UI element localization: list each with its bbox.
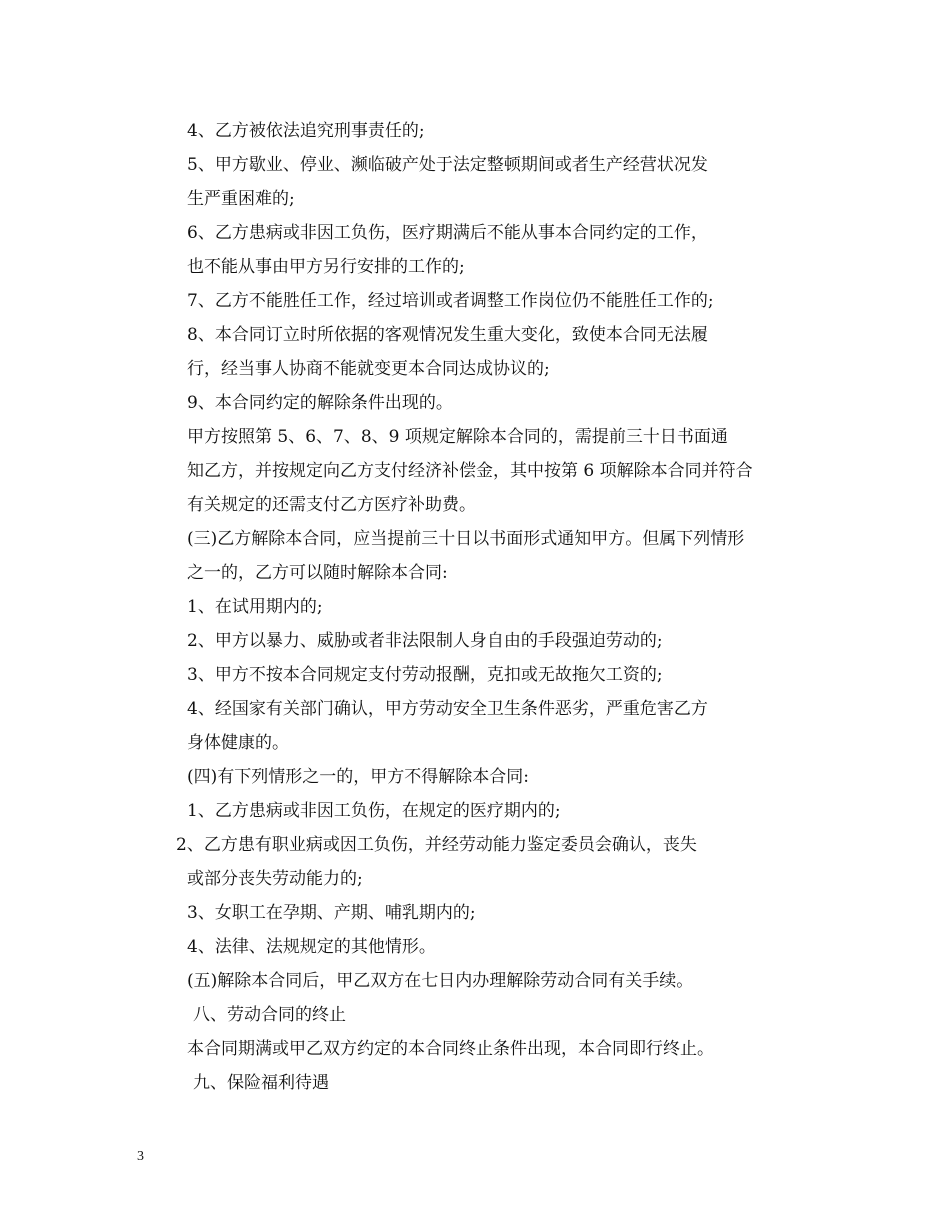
text-line: (四)有下列情形之一的，甲方不得解除本合同: xyxy=(187,767,529,787)
text-line: 4、法律、法规规定的其他情形。 xyxy=(187,937,436,957)
text-line: (五)解除本合同后，甲乙双方在七日内办理解除劳动合同有关手续。 xyxy=(187,971,694,991)
text-line: 2、甲方以暴力、威胁或者非法限制人身自由的手段强迫劳动的; xyxy=(187,631,663,651)
text-line: 9、本合同约定的解除条件出现的。 xyxy=(187,393,453,413)
text-line: (三)乙方解除本合同，应当提前三十日以书面形式通知甲方。但属下列情形 xyxy=(187,529,745,549)
text-line: 甲方按照第 5、6、7、8、9 项规定解除本合同的，需提前三十日书面通 xyxy=(187,427,728,447)
text-line: 也不能从事由甲方另行安排的工作的; xyxy=(187,257,465,277)
text-line: 1、乙方患病或非因工负伤，在规定的医疗期内的; xyxy=(187,801,561,821)
text-line: 之一的，乙方可以随时解除本合同: xyxy=(187,563,448,583)
text-line: 3、甲方不按本合同规定支付劳动报酬，克扣或无故拖欠工资的; xyxy=(187,665,663,685)
text-line: 身体健康的。 xyxy=(187,733,289,753)
text-line: 5、甲方歇业、停业、濒临破产处于法定整顿期间或者生产经营状况发 xyxy=(187,155,708,175)
section-heading: 八、劳动合同的终止 xyxy=(193,1005,346,1025)
text-line: 3、女职工在孕期、产期、哺乳期内的; xyxy=(187,903,476,923)
text-line: 4、乙方被依法追究刑事责任的; xyxy=(187,121,425,141)
text-line: 2、乙方患有职业病或因工负伤，并经劳动能力鉴定委员会确认，丧失 xyxy=(176,835,697,855)
text-line: 6、乙方患病或非因工负伤，医疗期满后不能从事本合同约定的工作， xyxy=(187,223,708,243)
text-line: 或部分丧失劳动能力的; xyxy=(187,869,363,889)
text-line: 本合同期满或甲乙双方约定的本合同终止条件出现，本合同即行终止。 xyxy=(187,1039,714,1059)
text-line: 4、经国家有关部门确认，甲方劳动安全卫生条件恶劣，严重危害乙方 xyxy=(187,699,708,719)
text-line: 7、乙方不能胜任工作，经过培训或者调整工作岗位仍不能胜任工作的; xyxy=(187,291,714,311)
text-line: 1、在试用期内的; xyxy=(187,597,323,617)
text-line: 知乙方，并按规定向乙方支付经济补偿金，其中按第 6 项解除本合同并符合 xyxy=(187,461,753,481)
page-number: 3 xyxy=(137,1149,144,1164)
text-line: 行，经当事人协商不能就变更本合同达成协议的; xyxy=(187,359,550,379)
text-line: 8、本合同订立时所依据的客观情况发生重大变化，致使本合同无法履 xyxy=(187,325,708,345)
section-heading: 九、保险福利待遇 xyxy=(193,1073,329,1093)
text-line: 有关规定的还需支付乙方医疗补助费。 xyxy=(187,495,476,515)
text-line: 生严重困难的; xyxy=(187,189,295,209)
